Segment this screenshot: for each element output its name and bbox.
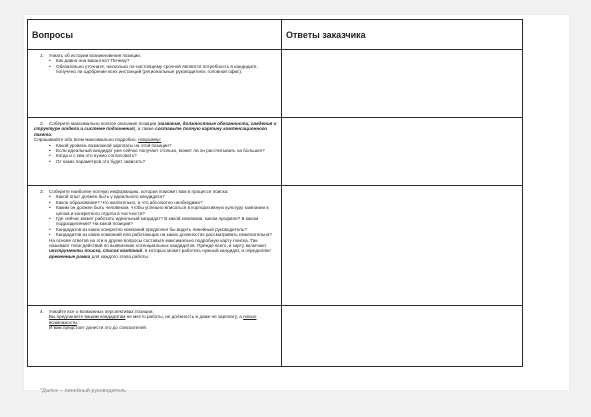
emphasis-text: временные рамки	[49, 253, 91, 259]
list-item: • Какой уровень возможной зарплаты на этой позиции?	[56, 143, 277, 148]
item-number: 3.	[40, 189, 44, 194]
list-item: • Каким он должен быть человеком, чтобы успешно вписаться в корпоративную культуру компании в целом и конкретного отдела в частности?	[56, 205, 277, 216]
search-map-text: для каждого этапа работы.	[90, 253, 150, 259]
table-row	[28, 186, 523, 306]
search-map-text: , в которых может работать нужный кандидат, и определяют	[142, 248, 272, 254]
question-intro: Узнать об истории возникновения позиции.	[49, 53, 142, 58]
answer-cell[interactable]	[282, 186, 523, 306]
list-item: • Как давно она вакантна? Почему?	[56, 58, 277, 63]
example-label: Например:	[138, 137, 162, 143]
question-note: Спрашивайте обо всем максимально подробно.	[34, 137, 139, 143]
list-item: • Какое образование? Что желательно, а что абсолютно необходимо?	[56, 200, 277, 205]
list-item: • Где сейчас может работать идеальный кандидат? В какой компании, каком профиле? В каком подразделении? На какой позиции?	[56, 216, 277, 227]
question-intro: Узнайте все о возможных перспективах позиции.	[49, 309, 154, 314]
question-cell	[28, 50, 282, 118]
question-bullets	[34, 143, 277, 165]
answers-column-header: Ответы заказчика	[282, 20, 523, 50]
item-number: 2.	[40, 121, 44, 126]
underlined-text: Вы предлагаете вашим кандидатам	[49, 314, 126, 320]
perspective-text: И вам предстоит донести это до соискателей.	[49, 325, 148, 331]
item-number: 1.	[40, 53, 44, 58]
emphasis-text: название, должностные обязанности, сведения о структуре отдела и системе подчинения	[34, 121, 277, 132]
questions-table	[27, 19, 523, 367]
questions-column-header: Вопросы	[28, 20, 282, 50]
list-item: • Обязательно уточните, насколько по-настоящему срочной является потребность в кандидате, получено ли одобрение всех инстанций (региональные руководители, головной офис).	[56, 64, 277, 75]
search-map-text: На основе ответов на эти и другие вопросы составьте максимально подробную карту поиска. Так называют план действий по выявлению потенциальных кандидатов. Прежде всего, в карту включают	[49, 237, 267, 249]
question-bullets	[34, 58, 277, 74]
question-bullets	[34, 194, 277, 237]
answer-cell[interactable]	[282, 118, 523, 186]
question-intro: Соберите наиболее полную информацию, которая поможет вам в процессе поиска:	[49, 189, 229, 194]
list-item: • Кандидатов из каких компаний или работающих на каких должностях рассматривать нежелательно?	[56, 232, 277, 237]
emphasis-text: составьте полную картину компенсационного пакета	[34, 126, 268, 137]
question-intro: ), а также	[133, 126, 156, 132]
question-cell	[28, 118, 282, 186]
question-cell	[28, 306, 282, 367]
item-number: 4.	[40, 309, 44, 314]
perspective-text: .	[76, 319, 79, 325]
list-item: • Когда и с кем это нужно согласовать?	[56, 153, 277, 158]
table-header-row	[28, 20, 523, 50]
answer-cell[interactable]	[282, 50, 523, 118]
perspective-text: не место работы, не должность и даже не зарплату, а	[125, 314, 244, 320]
question-cell	[28, 186, 282, 306]
table-row	[28, 50, 523, 118]
table-row	[28, 118, 523, 186]
table-row	[28, 306, 523, 367]
list-item: • Если идеальный кандидат уже сейчас получает столько, может ли он рассчитывать на большее?	[56, 148, 277, 153]
footnote: *Далее – линейный руководитель	[40, 388, 127, 394]
emphasis-text: инструменты поиска, список компаний	[49, 248, 143, 254]
question-intro: Соберите максимально полное описание позиции (	[49, 121, 159, 126]
question-intro: .	[50, 131, 53, 137]
list-item: • Какой опыт должен быть у идеального кандидата?	[56, 194, 277, 199]
list-item: • Кандидатов из каких конкретно компаний предпочел бы видеть линейный руководитель?	[56, 227, 277, 232]
answer-cell[interactable]	[282, 306, 523, 367]
list-item: • От каких параметров это будет зависеть?	[56, 159, 277, 164]
underlined-text: новые возможности	[49, 314, 257, 325]
